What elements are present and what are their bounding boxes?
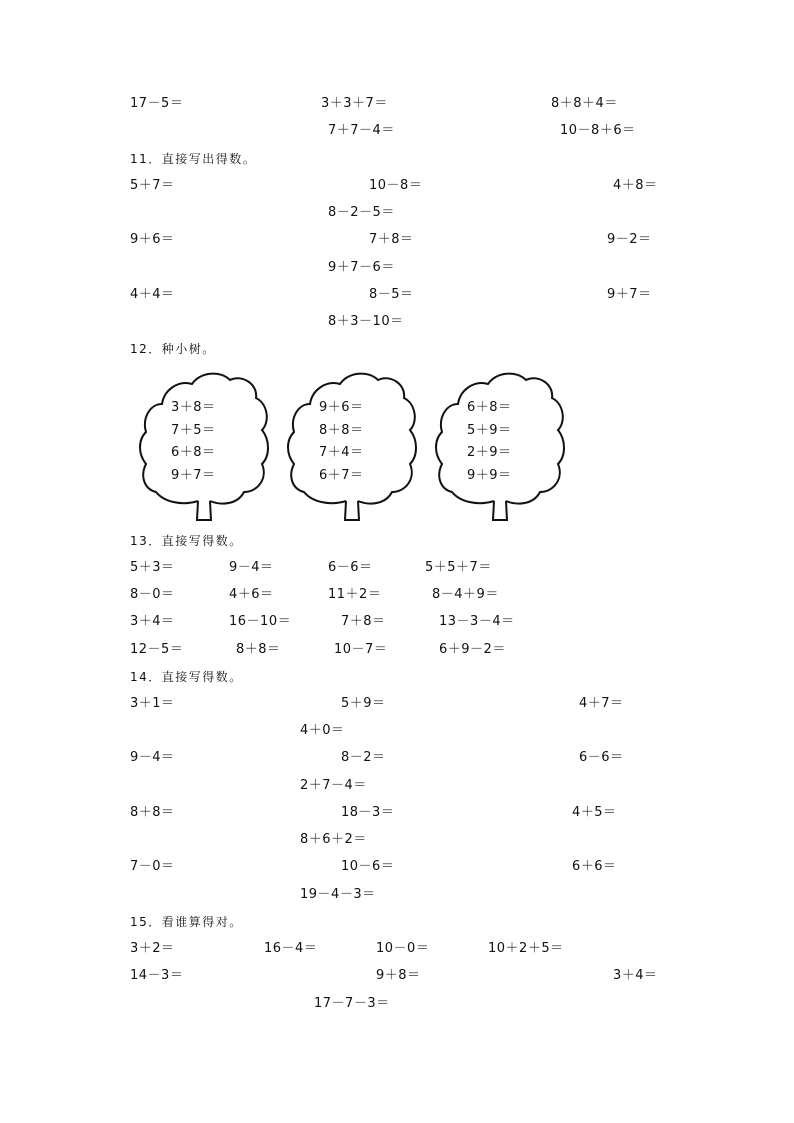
equation: 8＋3－10＝ [328,314,404,329]
equation: 5＋9＝ [341,696,386,711]
tree-equation: 2＋9＝ [467,445,512,460]
equation: 10－6＝ [341,859,395,874]
equation: 3＋2＝ [130,941,175,956]
equation: 8＋6＋2＝ [300,832,367,847]
equation: 3＋4＝ [613,968,658,983]
question-13-title: 13．直接写得数。 [130,534,243,548]
equation: 8＋8＋4＝ [551,96,618,111]
equation: 12－5＝ [130,642,184,657]
equation: 6－6＝ [328,560,373,575]
tree-equation: 8＋8＝ [319,423,364,438]
tree-2 [286,368,418,524]
equation: 6＋9－2＝ [439,642,506,657]
equation: 5＋5＋7＝ [425,560,492,575]
question-15-title: 15．看谁算得对。 [130,915,243,929]
equation: 4＋0＝ [300,723,345,738]
equation: 10＋2＋5＝ [488,941,564,956]
equation: 9－4＝ [229,560,274,575]
equation: 9－4＝ [130,750,175,765]
equation: 8－2＝ [341,750,386,765]
tree-equation: 6＋8＝ [171,445,216,460]
equation: 17－7－3＝ [314,996,390,1011]
equation: 19－4－3＝ [300,887,376,902]
equation: 4＋7＝ [579,696,624,711]
equation: 5＋3＝ [130,560,175,575]
equation: 9＋8＝ [376,968,421,983]
equation: 10－7＝ [334,642,388,657]
equation: 8－4＋9＝ [432,587,499,602]
tree-equation: 7＋5＝ [171,423,216,438]
equation: 10－8＋6＝ [560,123,636,138]
equation: 14－3＝ [130,968,184,983]
equation: 16－10＝ [229,614,292,629]
tree-3 [434,368,566,524]
tree-equation: 6＋8＝ [467,400,512,415]
equation: 10－8＝ [369,178,423,193]
equation: 16－4＝ [264,941,318,956]
equation: 18－3＝ [341,805,395,820]
equation: 3＋1＝ [130,696,175,711]
equation: 17－5＝ [130,96,184,111]
equation: 8＋8＝ [236,642,281,657]
equation: 8＋8＝ [130,805,175,820]
tree-equation: 9＋6＝ [319,400,364,415]
question-14-title: 14．直接写得数。 [130,670,243,684]
equation: 7－0＝ [130,859,175,874]
equation: 4＋5＝ [572,805,617,820]
equation: 9＋6＝ [130,232,175,247]
question-11-title: 11．直接写出得数。 [130,152,257,166]
equation: 5＋7＝ [130,178,175,193]
equation: 4＋6＝ [229,587,274,602]
tree-equation: 3＋8＝ [171,400,216,415]
tree-equation: 9＋9＝ [467,468,512,483]
tree-equation: 6＋7＝ [319,468,364,483]
equation: 10－0＝ [376,941,430,956]
question-12-title: 12．种小树。 [130,342,216,356]
equation: 4＋8＝ [613,178,658,193]
equation: 6－6＝ [579,750,624,765]
equation: 3＋3＋7＝ [321,96,388,111]
equation: 9＋7＝ [607,287,652,302]
tree-equation: 9＋7＝ [171,468,216,483]
tree-1 [138,368,270,524]
equation: 2＋7－4＝ [300,778,367,793]
equation: 8－5＝ [369,287,414,302]
equation: 9＋7－6＝ [328,260,395,275]
tree-equation: 7＋4＝ [319,445,364,460]
equation: 6＋6＝ [572,859,617,874]
equation: 7＋8＝ [369,232,414,247]
equation: 8－2－5＝ [328,205,395,220]
tree-equation: 5＋9＝ [467,423,512,438]
equation: 11＋2＝ [328,587,382,602]
equation: 9－2＝ [607,232,652,247]
equation: 13－3－4＝ [439,614,515,629]
equation: 3＋4＝ [130,614,175,629]
equation: 7＋7－4＝ [328,123,395,138]
equation: 4＋4＝ [130,287,175,302]
equation: 8－0＝ [130,587,175,602]
equation: 7＋8＝ [341,614,386,629]
